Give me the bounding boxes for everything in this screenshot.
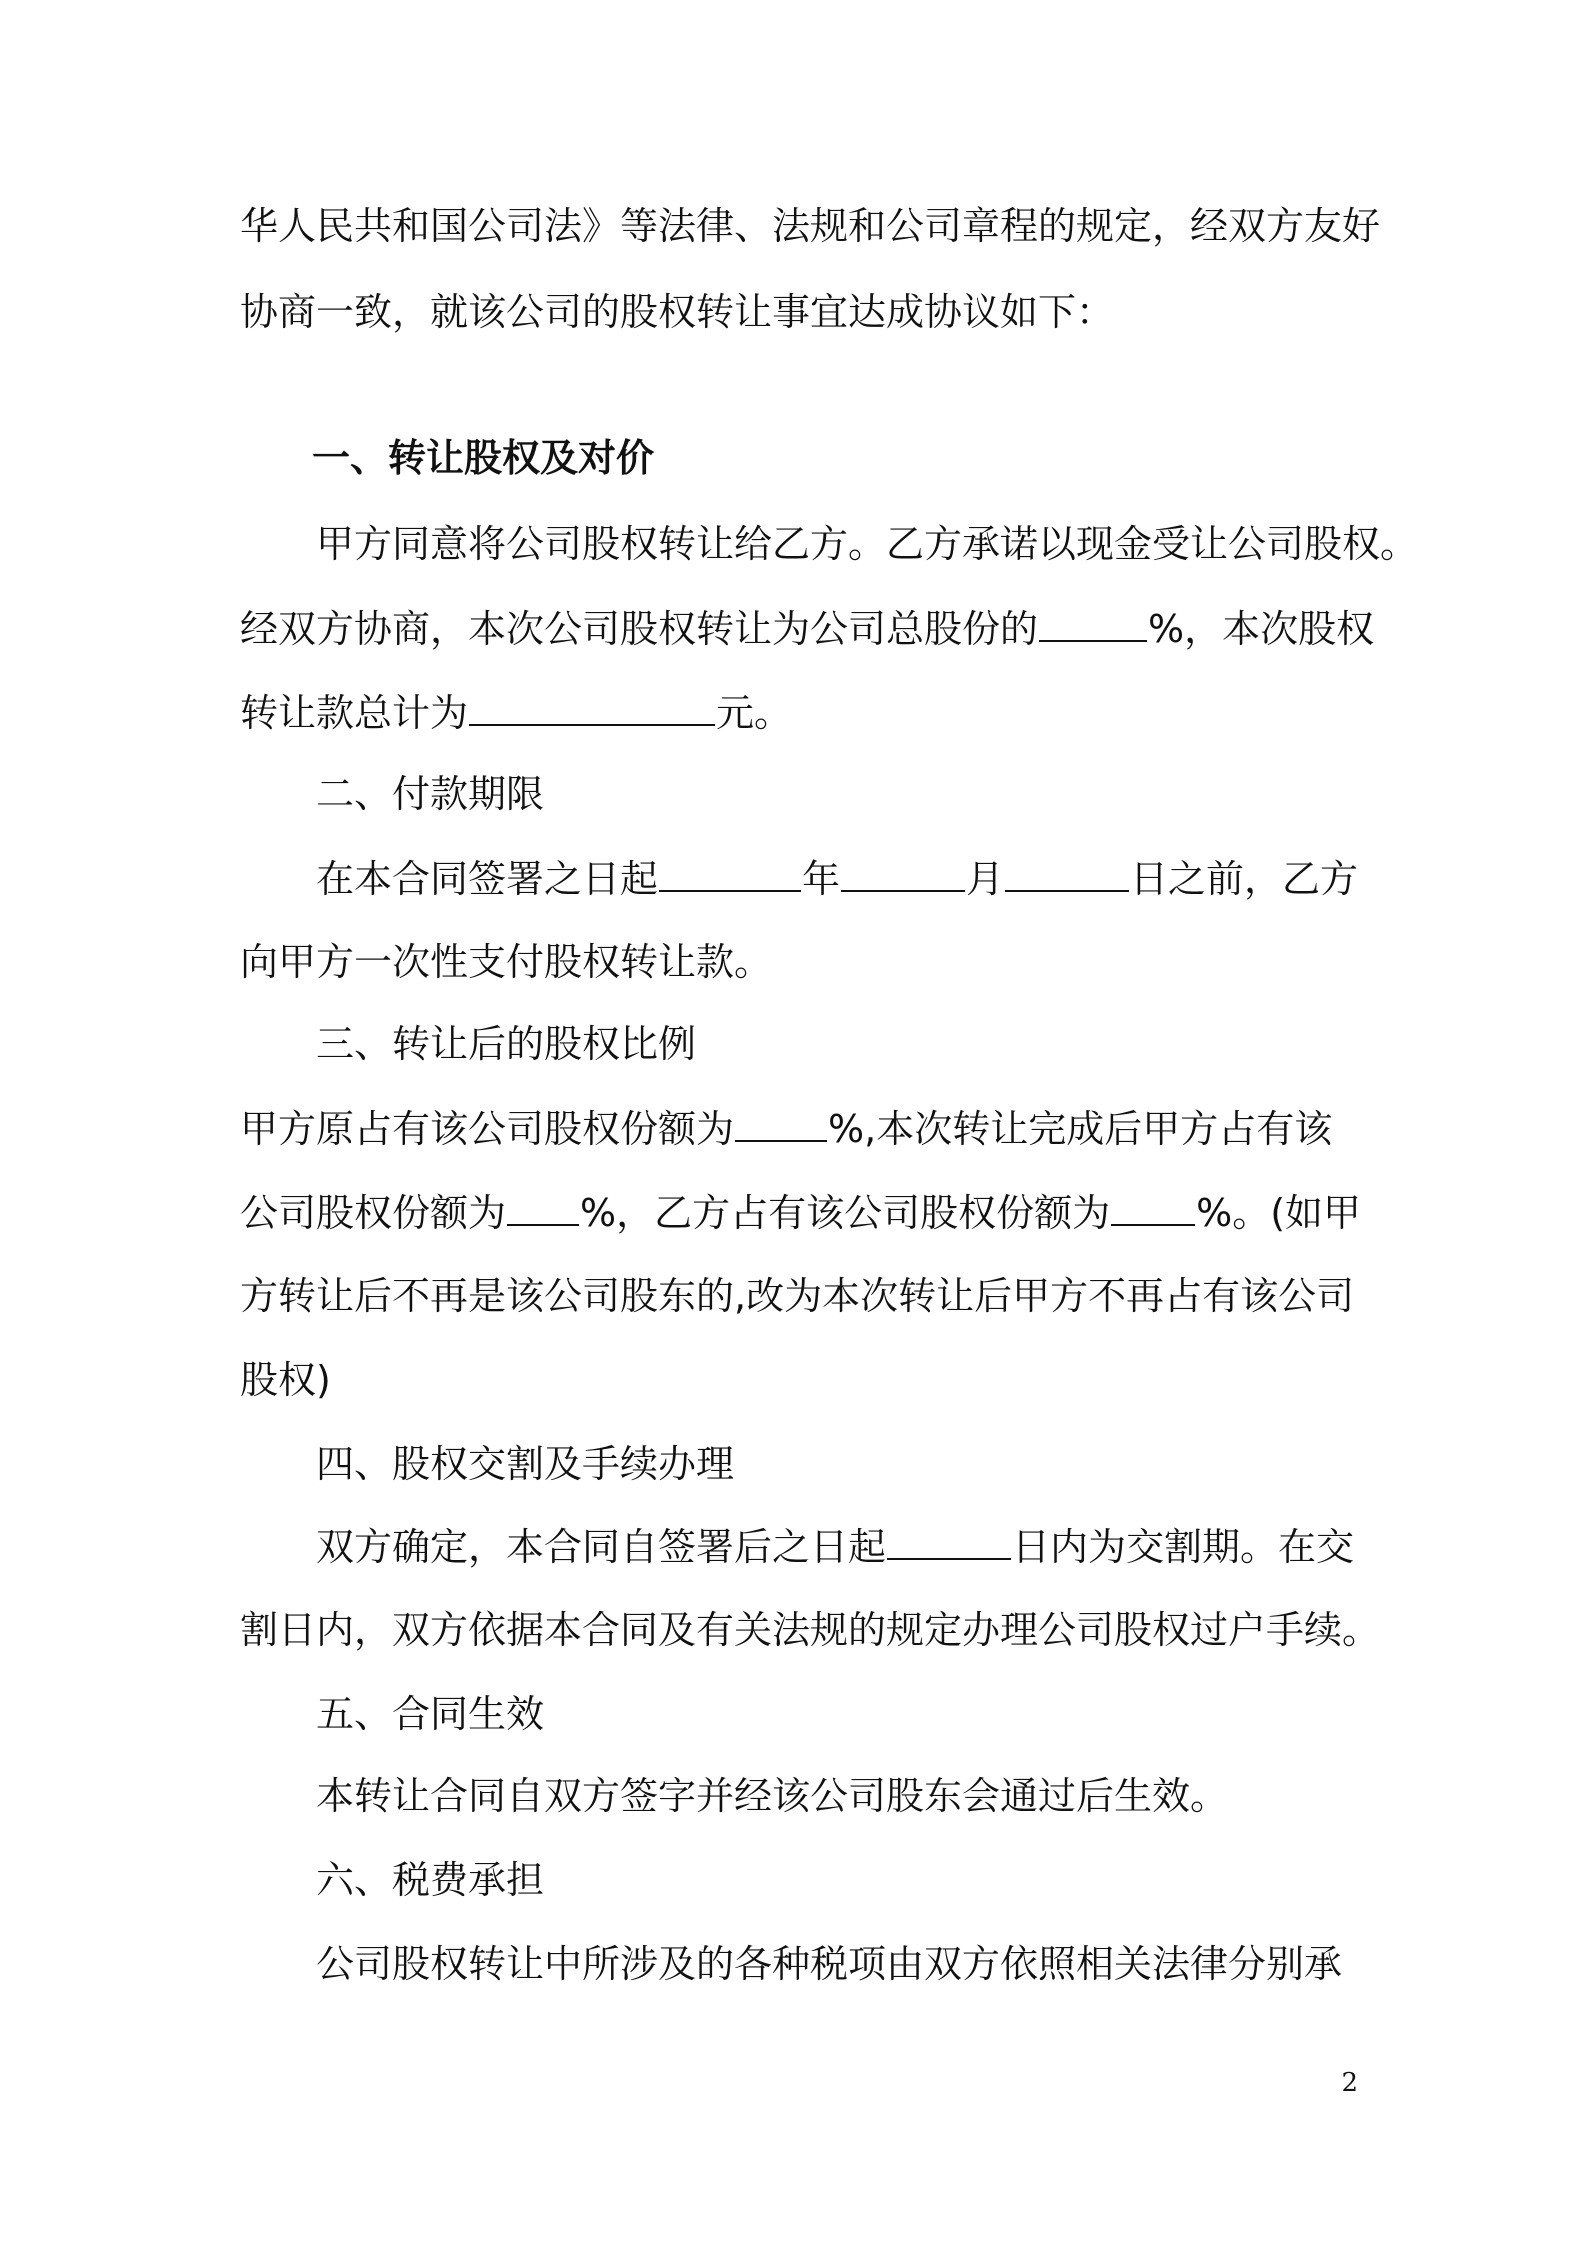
- section-3-heading: 三、转让后的股权比例: [316, 1022, 697, 1066]
- party-a-share-blank: [507, 1188, 579, 1226]
- text-segment: 元。: [716, 691, 793, 735]
- section-4-line-2: 割日内，双方依据本合同及有关法规的规定办理公司股权过户手续。: [240, 1608, 1381, 1652]
- section-3-line-2: [240, 1188, 1360, 1237]
- year-blank: [659, 854, 801, 892]
- text-segment: %。(如甲: [1196, 1191, 1362, 1235]
- day-blank: [1005, 854, 1129, 892]
- section-3-line-4: 股权): [240, 1358, 331, 1402]
- text-segment: 甲方原占有该公司股权份额为: [240, 1107, 735, 1151]
- text-segment: 双方确定，本合同自签署后之日起: [316, 1525, 887, 1569]
- original-share-blank: [735, 1104, 827, 1142]
- section-4-heading: 四、股权交割及手续办理: [316, 1442, 735, 1486]
- text-segment: 公司股权份额为: [240, 1191, 507, 1235]
- body-line-1: 华人民共和国公司法》等法律、法规和公司章程的规定，经双方友好: [240, 204, 1381, 248]
- text-segment: 日内为交割期。在交: [1012, 1525, 1355, 1569]
- section-1-line-3: [240, 688, 1360, 737]
- text-segment: 在本合同签署之日起: [316, 857, 659, 901]
- section-4-line-1: [316, 1522, 1436, 1571]
- text-segment: %,本次转让完成后甲方占有该: [828, 1107, 1333, 1151]
- section-2-line-1: [316, 854, 1436, 903]
- section-5-heading: 五、合同生效: [316, 1692, 545, 1736]
- section-1-heading: 一、转让股权及对价: [312, 436, 655, 480]
- page-number: 2: [1341, 2068, 1358, 2098]
- text-segment: 年: [802, 857, 841, 901]
- text-segment: 月: [966, 857, 1005, 901]
- percent-blank: [1039, 604, 1147, 642]
- text-segment: %，本次股权: [1148, 607, 1375, 651]
- section-2-heading: 二、付款期限: [316, 772, 545, 816]
- section-6-line-1: 公司股权转让中所涉及的各种税项由双方依照相关法律分别承: [316, 1942, 1343, 1986]
- text-segment: 日之前，乙方: [1130, 857, 1359, 901]
- text-segment: %，乙方占有该公司股权份额为: [580, 1191, 1111, 1235]
- section-1-line-2: [240, 604, 1375, 653]
- section-3-line-3: 方转让后不再是该公司股东的,改为本次转让后甲方不再占有该公司: [240, 1274, 1355, 1318]
- section-6-heading: 六、税费承担: [316, 1858, 545, 1902]
- section-2-line-2: 向甲方一次性支付股权转让款。: [240, 940, 773, 984]
- body-line-2: 协商一致，就该公司的股权转让事宜达成协议如下：: [240, 290, 1115, 334]
- text-segment: 经双方协商，本次公司股权转让为公司总股份的: [240, 607, 1039, 651]
- party-b-share-blank: [1111, 1188, 1195, 1226]
- days-blank: [887, 1522, 1011, 1560]
- section-3-line-1: [240, 1104, 1360, 1153]
- amount-blank: [469, 688, 715, 726]
- section-5-line-1: 本转让合同自双方签字并经该公司股东会通过后生效。: [316, 1774, 1229, 1818]
- text-segment: 转让款总计为: [240, 691, 469, 735]
- month-blank: [841, 854, 965, 892]
- section-1-line-1: 甲方同意将公司股权转让给乙方。乙方承诺以现金受让公司股权。: [316, 522, 1419, 566]
